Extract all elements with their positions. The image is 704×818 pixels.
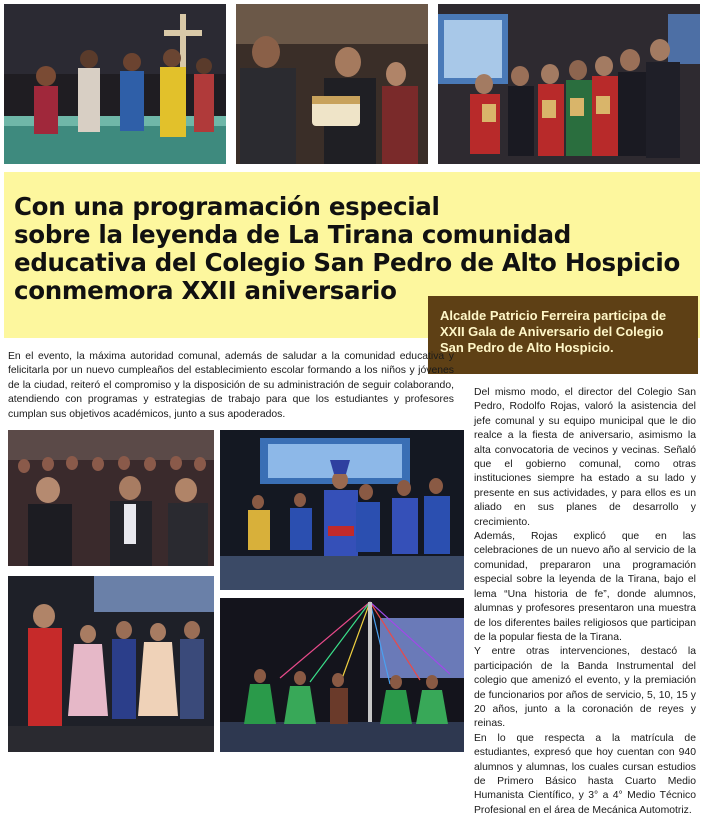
headline-line-4: conmemora XXII aniversario <box>14 276 397 305</box>
callout-text: Alcalde Patricio Ferreira participa de XXII Gala de Aniversario del Colegio San Pedro de Alto Hospicio. <box>440 308 667 355</box>
intro-paragraph: En el evento, la máxima autoridad comunal, además de saludar a la comunidad educativa y felicitarla por un nuevo cumpleaños del establecimiento escolar formando a los niños y jóvenes de la ciudad, reiteró el compromiso y la disposición de su administración de seguir colaborando, atendiendo con programas y estrategias de trabajo para que los estudiantes y profesores cumplan sus objetivos académicos, junto a sus apoderados. <box>8 351 454 420</box>
headline-line-1: Con una programación especial <box>14 192 440 221</box>
article-paragraph-4: En lo que respecta a la matrícula de estudiantes, expresó que hoy cuentan con 940 alumnos y alumnas, los cuales cursan estudios de Primero Básico hasta Cuarto Medio Humanista Científico, y 3° a 4° Medio Técnico Profesional en el área de Mecánica Automotriz. <box>474 732 696 816</box>
headline-line-2: sobre la leyenda de La Tirana comunidad <box>14 220 571 249</box>
photo-audience-seated <box>8 430 214 566</box>
headline-line-3: educativa del Colegio San Pedro de Alto Hospicio <box>14 248 681 277</box>
headline <box>14 193 704 305</box>
photo-kings-and-queens <box>8 576 214 752</box>
article-paragraph-3: Y entre otras intervenciones, destacó la participación de la Banda Instrumental del colegio que amenizó el evento, y la premiación de funcionarios por años de servicio, 5, 10, 15 y 20 años, junto a la coronación de reyes y reinas. <box>474 646 696 730</box>
photo-dance-performance-blue <box>220 430 464 590</box>
article-paragraph-2: Además, Rojas explicó que en las celebraciones de un nuevo año al servicio de la comunidad, prepararon una programación especial sobre la leyenda de la Tirana, bajo el lema “Una historia de fe”, donde alumnos, alumnas y profesores presentaron una muestra de los diferentes bailes religiosos que participan de la popular fiesta de la Tirana. <box>474 531 696 643</box>
article-paragraph-1: Del mismo modo, el director del Colegio San Pedro, Rodolfo Rojas, valoró la asistencia del jefe comunal y su equipo municipal que le dio realce a la fiesta de aniversario, asimismo la alta convocatoria de vecinos y vecinas. Señaló que el gobierno comunal, como otras instituciones siempre ha estado a su lado y presente en sus actividades, y para ellos es un aliado en sus planes de desarrollo y crecimiento. <box>474 387 696 528</box>
photo-maypole-dance-green <box>220 598 464 752</box>
photo-stage-performance-cross <box>4 4 226 164</box>
photo-award-recipients <box>438 4 700 164</box>
callout-box <box>428 296 698 374</box>
photo-cake-ceremony <box>236 4 428 164</box>
article-column <box>474 386 696 818</box>
